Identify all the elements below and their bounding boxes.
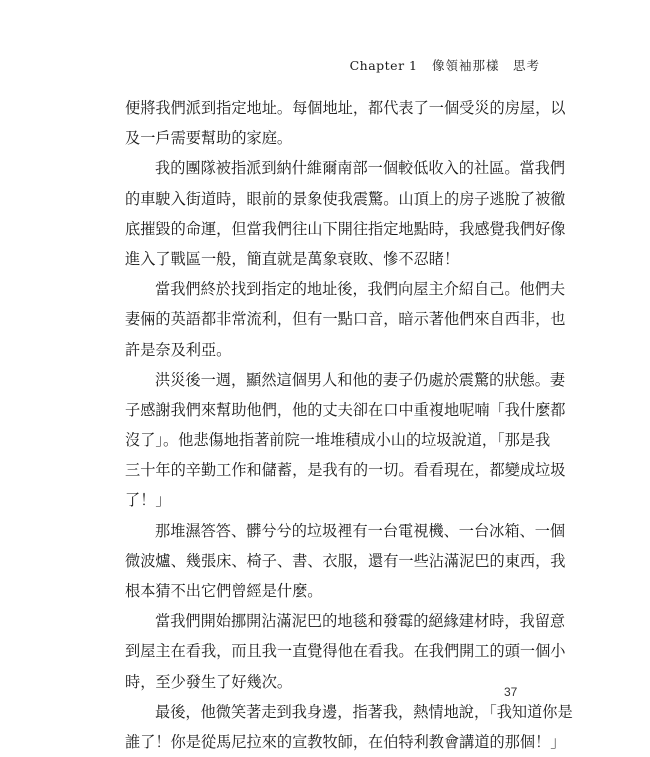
text-line: 許是奈及利亞。 xyxy=(125,340,232,359)
text-line: 當我們終於找到指定的地址後，我們向屋主介紹自己。他們夫 xyxy=(155,280,566,299)
text-line: 我的團隊被指派到納什維爾南部一個較低收入的社區。當我們 xyxy=(155,159,566,178)
text-line: 三十年的辛勤工作和儲蓄，是我有的一切。看看現在，都變成垃圾 xyxy=(125,461,566,480)
text-line: 了！」 xyxy=(125,491,171,510)
text-line: 到屋主在看我，而且我一直覺得他在看我。在我們開工的頭一個小 xyxy=(125,642,566,661)
text-line: 進入了戰區一般，簡直就是萬象衰敗、慘不忍睹！ xyxy=(125,249,460,268)
text-line: 便將我們派到指定地址。每個地址，都代表了一個受災的房屋，以 xyxy=(125,99,566,117)
text-line: 妻倆的英語都非常流利，但有一點口音，暗示著他們來自西非，也 xyxy=(125,310,566,329)
text-line: 時，至少發生了好幾次。 xyxy=(125,672,293,691)
running-header xyxy=(350,56,540,74)
text-line: 那堆濕答答、髒兮兮的垃圾裡有一台電視機、一台冰箱、一個 xyxy=(155,521,566,540)
text-line: 誰了！你是從馬尼拉來的宣教牧師，在伯特利教會講道的那個！」 xyxy=(125,732,566,751)
text-line: 根本猜不出它們曾經是什麼。 xyxy=(125,582,323,600)
paragraph xyxy=(125,365,566,516)
text-line: 當我們開始挪開沾滿泥巴的地毯和發霉的絕緣建材時，我留意 xyxy=(155,612,566,631)
paragraph xyxy=(125,516,566,607)
text-line: 底摧毀的命運，但當我們往山下開往指定地點時，我感覺我們好像 xyxy=(125,219,566,238)
text-line: 微波爐、幾張床、椅子、書、衣服，還有一些沾滿泥巴的東西，我 xyxy=(125,551,566,570)
page-number: 37 xyxy=(504,685,518,699)
paragraph xyxy=(125,93,566,153)
text-line: 沒了」。他悲傷地指著前院一堆堆積成小山的垃圾說道，「那是我 xyxy=(125,431,551,450)
chapter-title: 像領袖那樣 思考 xyxy=(431,58,540,73)
paragraph xyxy=(125,153,566,274)
chapter-label: Chapter 1 xyxy=(349,58,418,73)
paragraph xyxy=(125,697,573,757)
text-line: 洪災後一週，顯然這個男人和他的妻子仍處於震驚的狀態。妻 xyxy=(155,370,566,389)
text-line: 及一戶需要幫助的家庭。 xyxy=(125,129,293,148)
paragraph xyxy=(125,274,566,365)
text-line: 最後，他微笑著走到我身邊，指著我，熱情地說，「我知道你是 xyxy=(155,702,573,721)
paragraph xyxy=(125,606,566,697)
text-line: 的車駛入街道時，眼前的景象使我震驚。山頂上的房子逃脫了被徹 xyxy=(125,189,566,208)
body-text xyxy=(125,93,573,757)
text-line: 子感謝我們來幫助他們，他的丈夫卻在口中重複地呢喃「我什麼都 xyxy=(125,400,566,419)
